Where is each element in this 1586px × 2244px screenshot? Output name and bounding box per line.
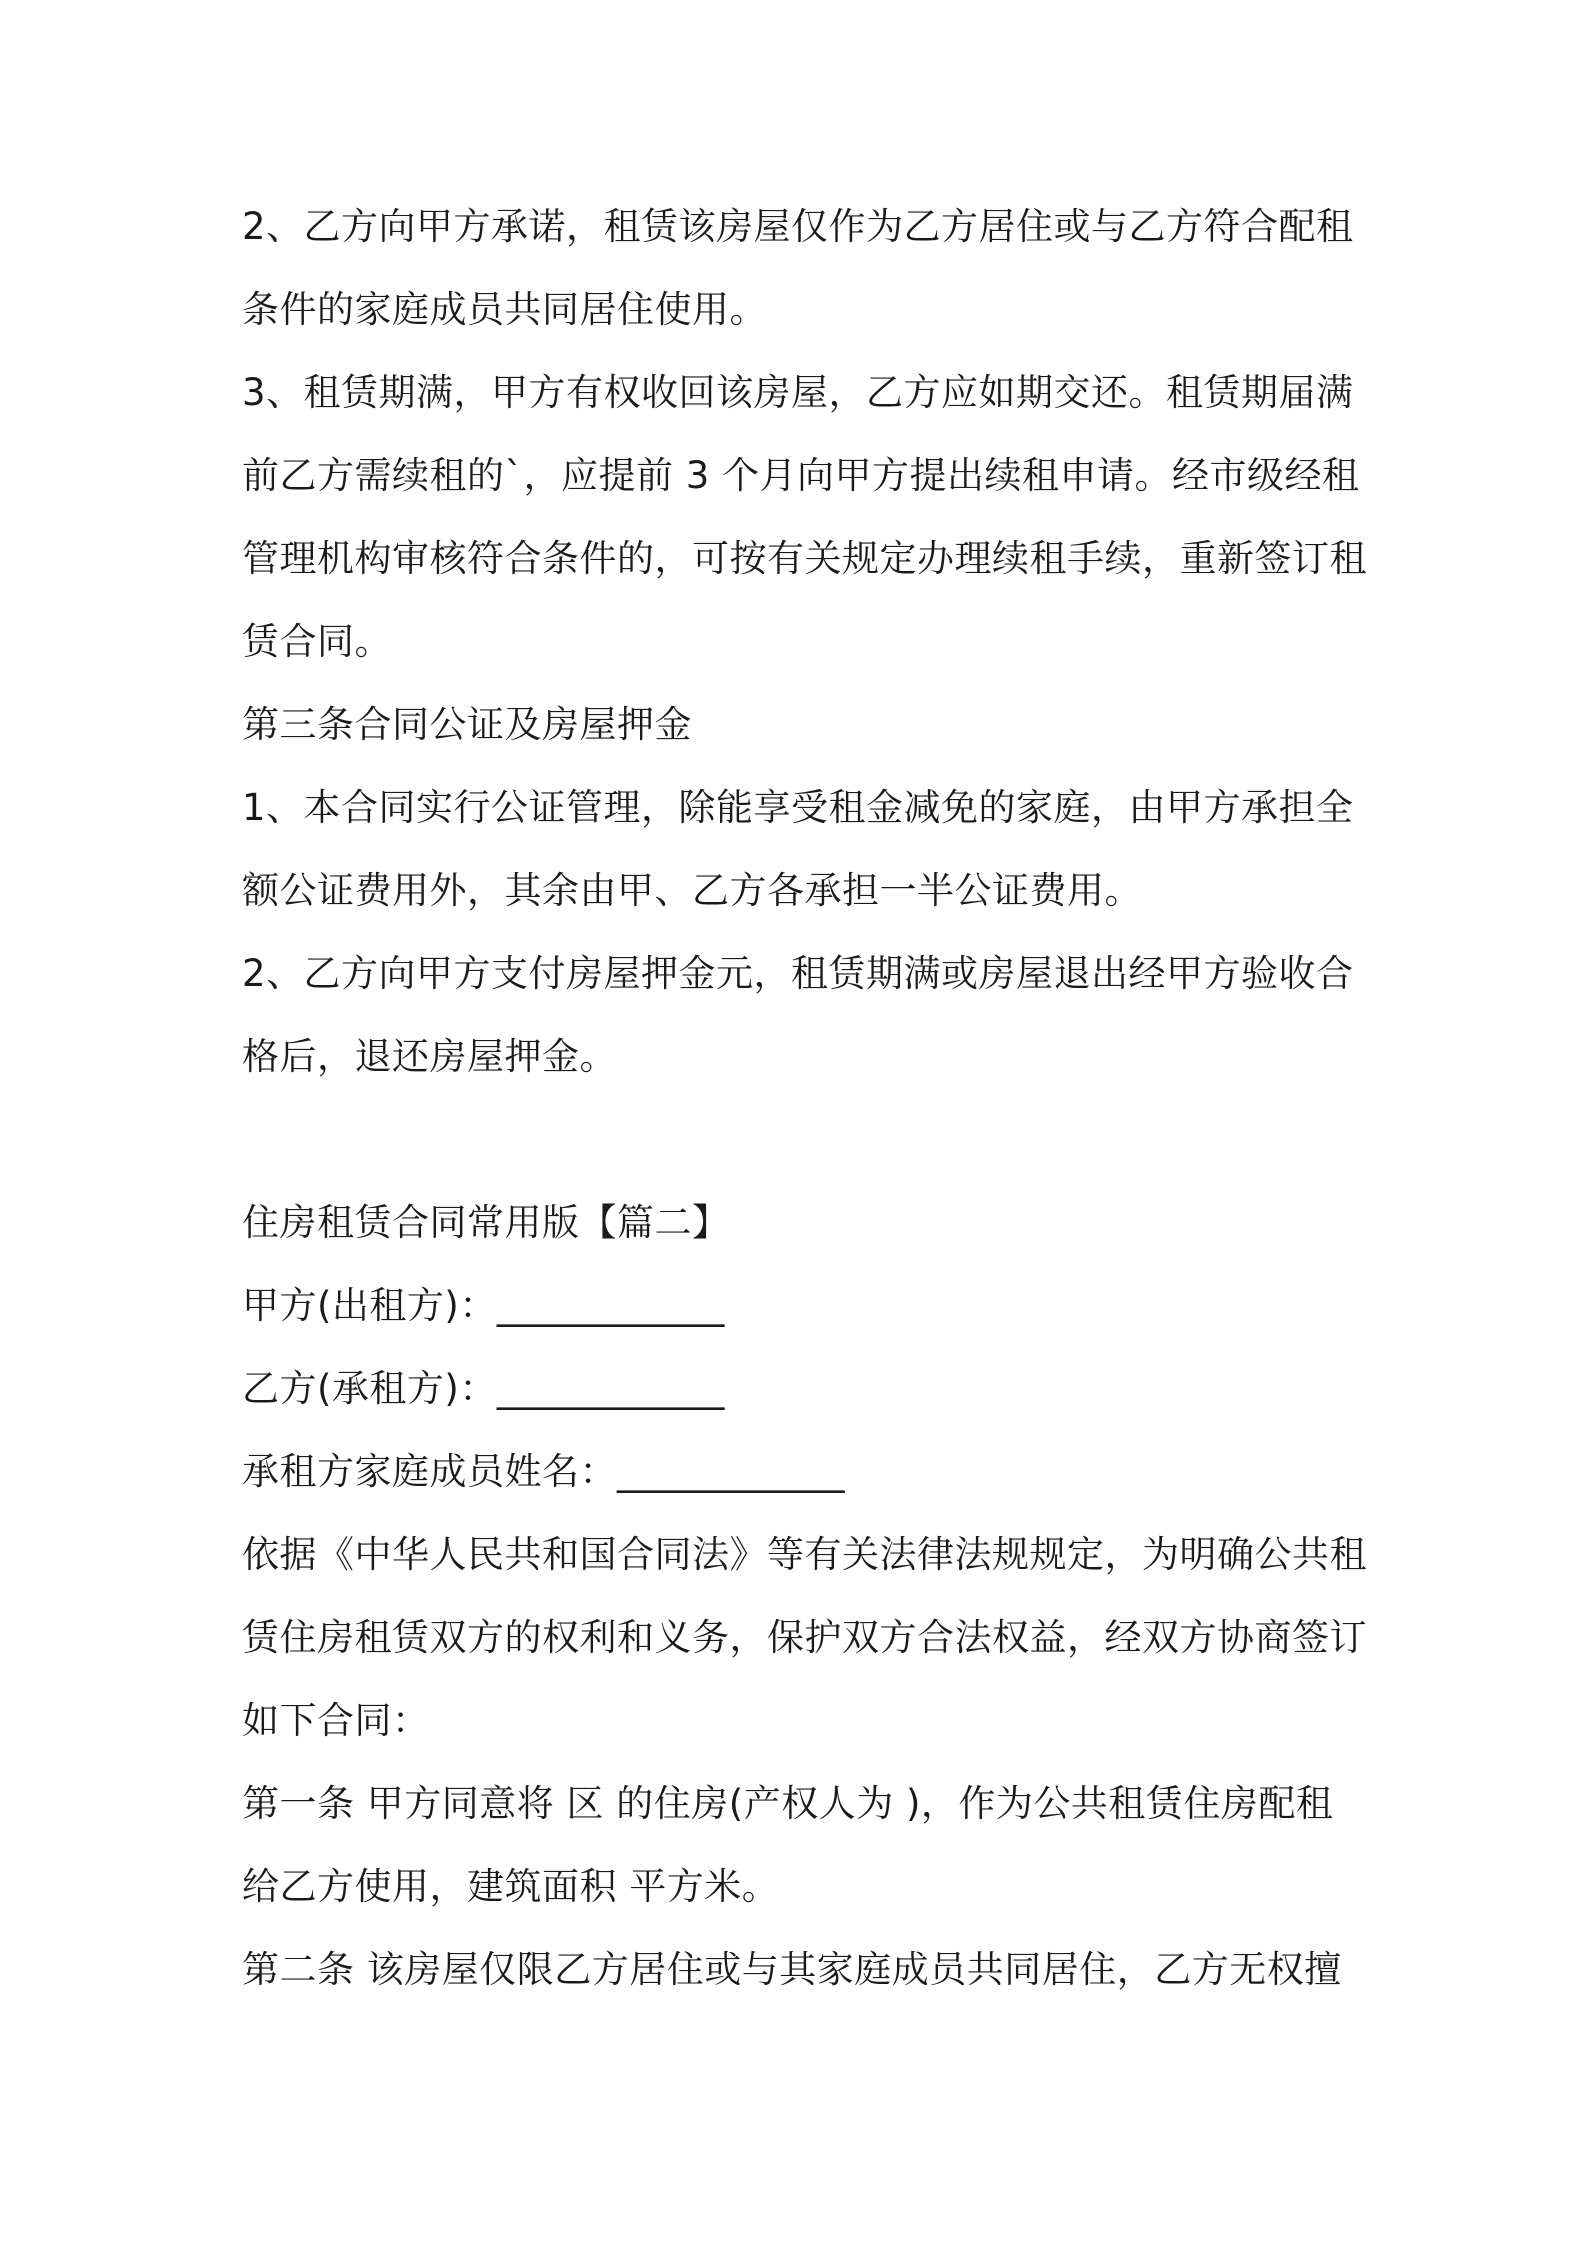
family-members-line: 承租方家庭成员姓名：____________: [242, 1450, 845, 1493]
clause-2-line-2: 条件的家庭成员共同居住使用。: [242, 288, 767, 331]
party-b-line: 乙方(承租方)：____________: [242, 1367, 725, 1410]
article-1-line-1: 第一条 甲方同意将 区 的住房(产权人为 )，作为公共租赁住房配租: [242, 1782, 1334, 1825]
article-3-item-2-line-1: 2、乙方向甲方支付房屋押金元，租赁期满或房屋退出经甲方验收合: [242, 952, 1354, 995]
article-3-heading: 第三条合同公证及房屋押金: [242, 703, 692, 746]
article-3-item-1-line-1: 1、本合同实行公证管理，除能享受租金减免的家庭，由甲方承担全: [242, 786, 1354, 829]
preamble-line-3: 如下合同：: [242, 1699, 430, 1742]
clause-3-line-1: 3、租赁期满，甲方有权收回该房屋，乙方应如期交还。租赁期届满: [242, 371, 1354, 414]
article-3-item-1-line-2: 额公证费用外，其余由甲、乙方各承担一半公证费用。: [242, 869, 1142, 912]
clause-3-line-2: 前乙方需续租的`，应提前 3 个月向甲方提出续租申请。经市级经租: [242, 454, 1360, 497]
article-3-item-2-line-2: 格后，退还房屋押金。: [242, 1035, 617, 1078]
clause-3-line-3: 管理机构审核符合条件的，可按有关规定办理续租手续，重新签订租: [242, 537, 1367, 580]
article-2-line-1: 第二条 该房屋仅限乙方居住或与其家庭成员共同居住，乙方无权擅: [242, 1948, 1342, 1991]
clause-3-line-4: 赁合同。: [242, 620, 392, 663]
article-1-line-2: 给乙方使用，建筑面积 平方米。: [242, 1865, 780, 1908]
preamble-line-2: 赁住房租赁双方的权利和义务，保护双方合法权益，经双方协商签订: [242, 1616, 1367, 1659]
preamble-line-1: 依据《中华人民共和国合同法》等有关法律法规规定，为明确公共租: [242, 1533, 1367, 1576]
clause-2-line-1: 2、乙方向甲方承诺，租赁该房屋仅作为乙方居住或与乙方符合配租: [242, 205, 1354, 248]
party-a-line: 甲方(出租方)：____________: [242, 1284, 725, 1327]
version-2-title: 住房租赁合同常用版【篇二】: [242, 1201, 730, 1244]
